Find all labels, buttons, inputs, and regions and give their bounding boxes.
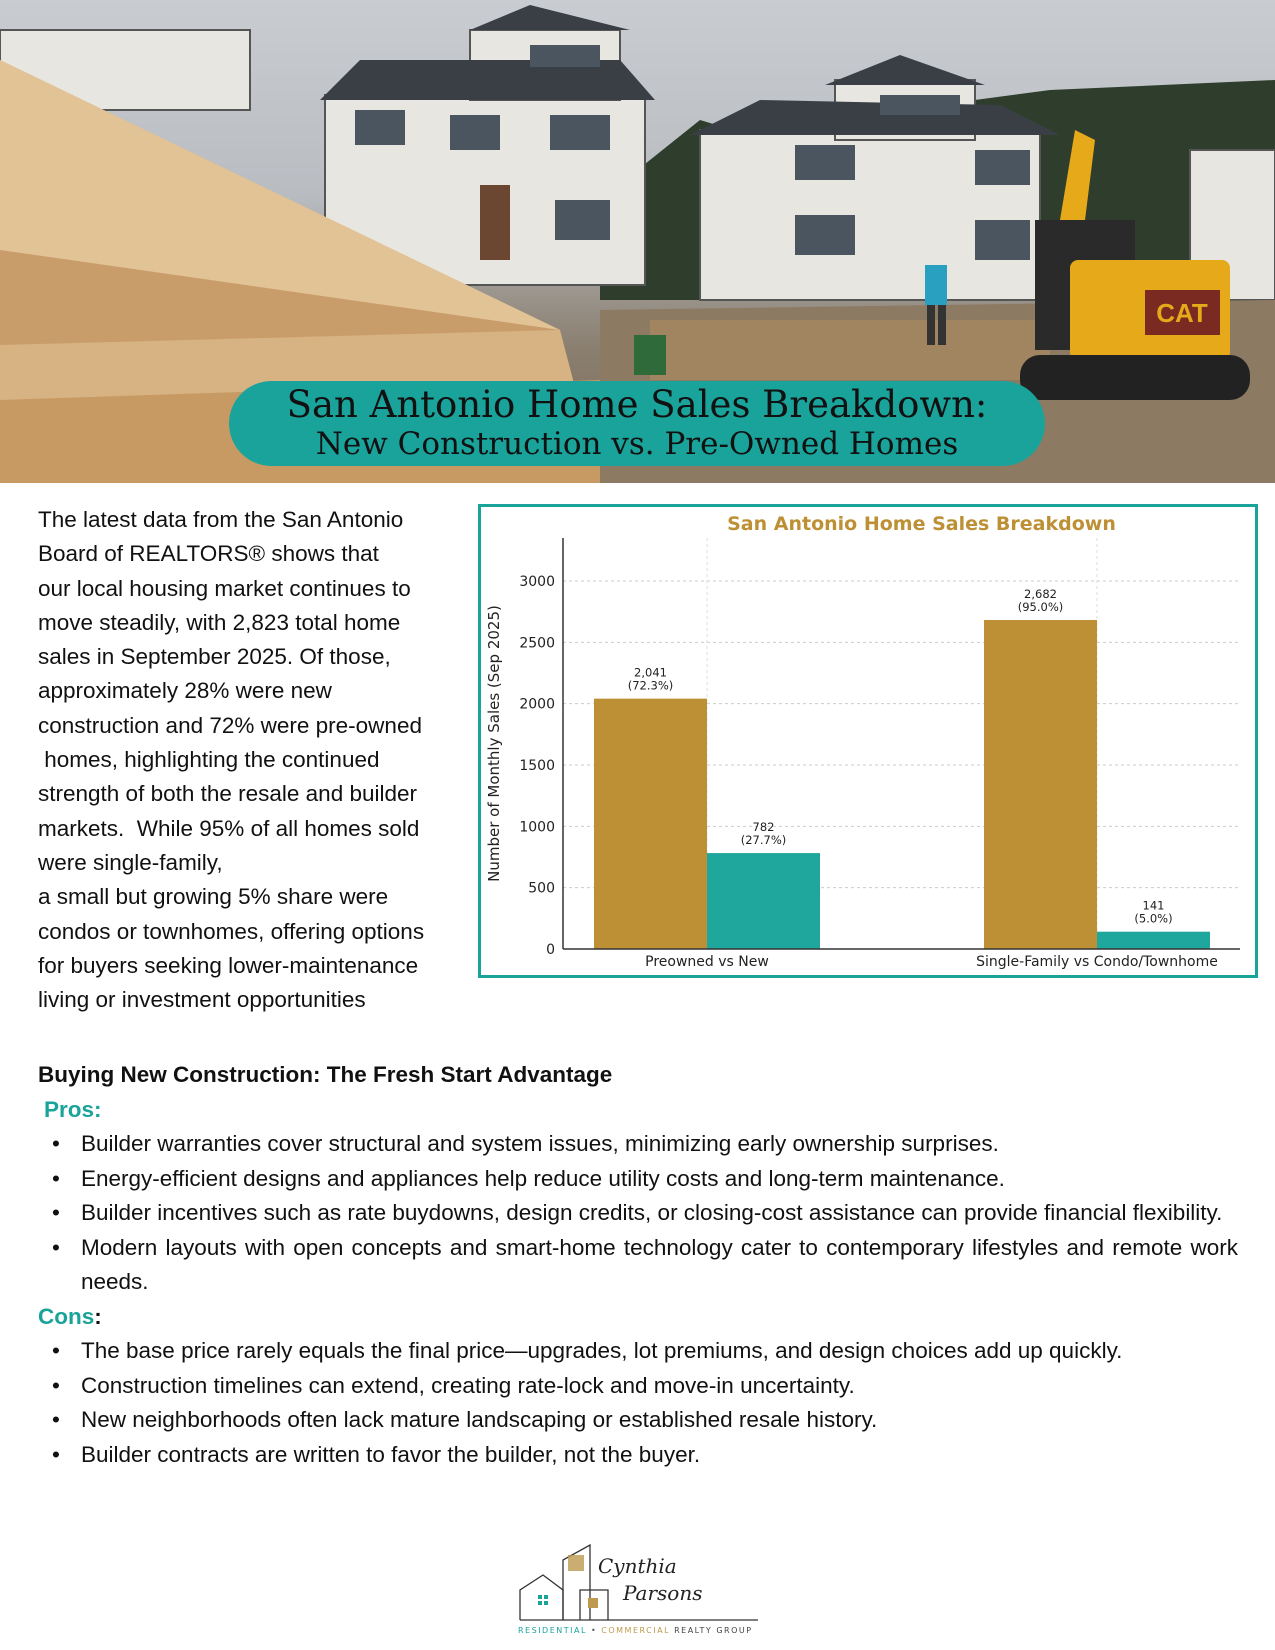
- pro-item: • Builder warranties cover structural and system issues, minimizing early ownership surprises.: [38, 1127, 1238, 1162]
- y-tick-label: 3000: [519, 574, 555, 590]
- intro-line: were single-family,: [38, 849, 223, 875]
- bar-minority: [1097, 932, 1210, 949]
- svg-text:CAT: CAT: [1156, 298, 1208, 328]
- hero-image: [0, 0, 1275, 483]
- data-label: (72.3%): [627, 678, 674, 693]
- bar-chart: [481, 507, 1255, 975]
- bar-minority: [707, 853, 820, 949]
- chart-title: San Antonio Home Sales Breakdown: [727, 513, 1116, 535]
- x-tick-label: Single-Family vs Condo/Townhome: [976, 954, 1218, 970]
- section-heading: Buying New Construction: The Fresh Start Advantage: [38, 1062, 613, 1087]
- intro-line: approximately 28% were new: [38, 678, 332, 704]
- data-label: 782: [752, 820, 775, 835]
- pros-heading: [38, 1093, 1238, 1128]
- y-tick-label: 1500: [519, 758, 555, 774]
- intro-paragraph: [38, 503, 478, 1017]
- data-label: 2,041: [634, 665, 667, 680]
- intro-line: Board of REALTORS® shows that: [38, 541, 379, 567]
- cons-list: [38, 1334, 1238, 1472]
- intro-line: condos or townhomes, offering options: [38, 918, 425, 944]
- pro-item: • Energy-efficient designs and appliances help reduce utility costs and long-term maintenance.: [38, 1162, 1238, 1197]
- intro-line: homes, highlighting the continued: [38, 747, 380, 773]
- page-title-banner: [229, 381, 1045, 466]
- bar-majority: [984, 620, 1097, 949]
- cons-colon: :: [94, 1303, 102, 1329]
- intro-line: for buyers seeking lower-maintenance: [38, 952, 419, 978]
- logo-graphic: [518, 1540, 758, 1635]
- y-tick-label: 0: [546, 942, 555, 958]
- y-tick-label: 500: [528, 880, 555, 897]
- con-item: • New neighborhoods often lack mature landscaping or established resale history.: [38, 1403, 1238, 1438]
- intro-line: move steadily, with 2,823 total home: [38, 609, 401, 635]
- svg-text:RESIDENTIAL • COMMERCIAL REALT: RESIDENTIAL • COMMERCIAL REALTY GROUP: [518, 1626, 753, 1635]
- company-logo: [518, 1540, 758, 1635]
- x-tick-label: Preowned vs New: [645, 954, 769, 970]
- sales-chart: [478, 504, 1258, 978]
- y-tick-label: 2000: [519, 696, 555, 713]
- pros-list: [38, 1127, 1238, 1300]
- data-label: (5.0%): [1134, 911, 1173, 926]
- y-tick-label: 1000: [519, 819, 555, 836]
- con-item: • Builder contracts are written to favor the builder, not the buyer.: [38, 1438, 1238, 1473]
- pro-item: • Builder incentives such as rate buydowns, design credits, or closing-cost assistance can provide financial flexibility.: [38, 1196, 1238, 1231]
- intro-line: markets. While 95% of all homes sold: [38, 815, 420, 841]
- svg-text:Parsons: Parsons: [623, 1581, 703, 1605]
- data-label: (95.0%): [1017, 600, 1064, 615]
- cons-heading: [38, 1300, 1238, 1335]
- intro-line: construction and 72% were pre-owned: [38, 712, 422, 738]
- intro-line: a small but growing 5% share were: [38, 884, 389, 910]
- cons-label: Cons: [38, 1303, 95, 1329]
- y-tick-label: 2500: [519, 635, 555, 652]
- intro-line: sales in September 2025. Of those,: [38, 644, 391, 670]
- page-subtitle: New Construction vs. Pre-Owned Homes: [315, 426, 959, 462]
- data-label: (27.7%): [740, 833, 787, 848]
- svg-text:Cynthia: Cynthia: [598, 1554, 677, 1578]
- con-item: • The base price rarely equals the final price—upgrades, lot premiums, and design choices add up quickly.: [38, 1334, 1238, 1369]
- new-construction-section: [38, 1058, 1238, 1472]
- data-label: 141: [1142, 898, 1165, 913]
- pro-item: • Modern layouts with open concepts and smart-home technology cater to contemporary lifestyles and remote work needs.: [38, 1231, 1238, 1300]
- intro-line: The latest data from the San Antonio: [38, 507, 404, 532]
- intro-line: living or investment opportunities: [38, 987, 366, 1013]
- intro-line: strength of both the resale and builder: [38, 781, 418, 807]
- intro-line: our local housing market continues to: [38, 575, 411, 601]
- page-title: San Antonio Home Sales Breakdown:: [286, 383, 988, 426]
- y-axis-label: Number of Monthly Sales (Sep 2025): [485, 605, 503, 882]
- bar-majority: [594, 699, 707, 949]
- pros-label: Pros:: [44, 1096, 102, 1122]
- data-label: 2,682: [1024, 587, 1057, 602]
- con-item: • Construction timelines can extend, creating rate-lock and move-in uncertainty.: [38, 1369, 1238, 1404]
